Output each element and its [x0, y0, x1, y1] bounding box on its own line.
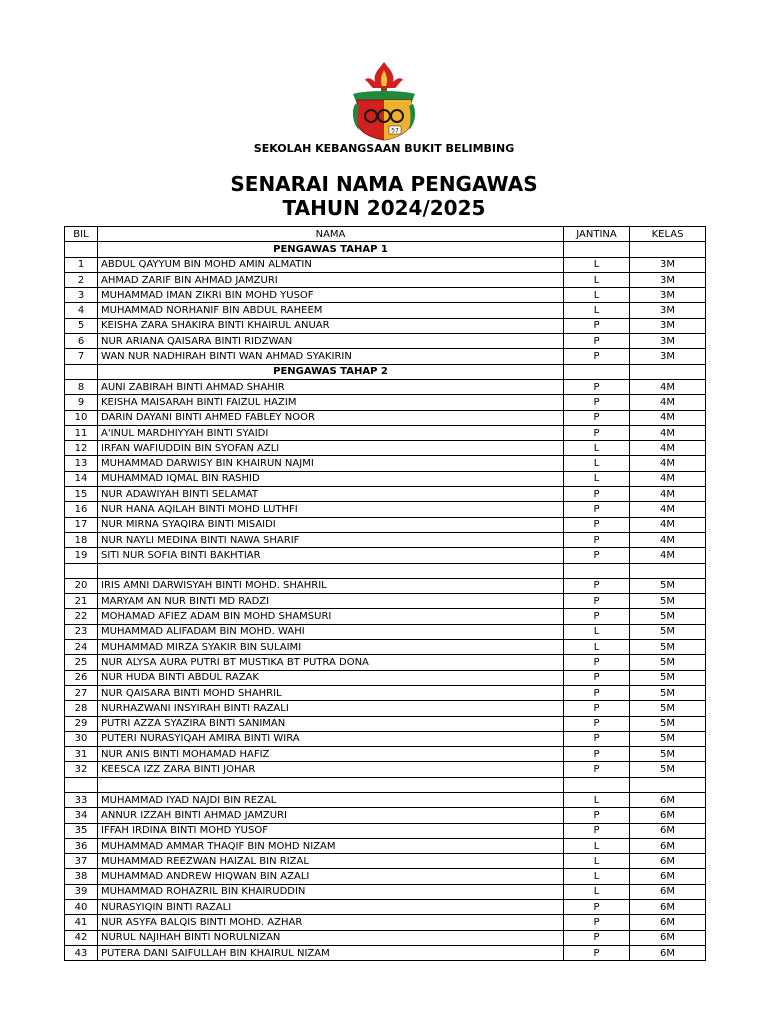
- cell-nama: PUTERI NURASYIQAH AMIRA BINTI WIRA: [98, 731, 564, 746]
- table-row: [65, 869, 706, 884]
- cell-kelas: 6M: [630, 900, 706, 915]
- cell-kelas: 3M: [630, 257, 706, 272]
- table-row: [65, 823, 706, 838]
- cell-kelas: 6M: [630, 945, 706, 960]
- cell-jantina: P: [564, 334, 630, 349]
- table-row: [65, 808, 706, 823]
- table-row: [65, 945, 706, 960]
- cell-kelas: 4M: [630, 517, 706, 532]
- cell-nama: ABDUL QAYYUM BIN MOHD AMIN ALMATIN: [98, 257, 564, 272]
- blank-row: [65, 563, 706, 578]
- cell-nama: NURHAZWANI INSYIRAH BINTI RAZALI: [98, 701, 564, 716]
- title-line-1: SENARAI NAMA PENGAWAS: [230, 172, 538, 196]
- cell-bil-empty: [65, 242, 98, 257]
- table-row: [65, 731, 706, 746]
- cell-bil: 3: [65, 288, 98, 303]
- cell-nama: ANNUR IZZAH BINTI AHMAD JAMZURI: [98, 808, 564, 823]
- cell-bil: 37: [65, 854, 98, 869]
- cell-kelas: 4M: [630, 471, 706, 486]
- cell-bil: 2: [65, 272, 98, 287]
- table-row: [65, 640, 706, 655]
- section-title: PENGAWAS TAHAP 1: [98, 242, 564, 257]
- cell-bil: 14: [65, 471, 98, 486]
- blank-row: [65, 777, 706, 792]
- cell-jantina: P: [564, 716, 630, 731]
- cell-bil: 21: [65, 594, 98, 609]
- cell-jantina: L: [564, 303, 630, 318]
- header-kelas: KELAS: [630, 227, 706, 242]
- cell-kelas: 5M: [630, 594, 706, 609]
- cell-kelas: 5M: [630, 624, 706, 639]
- table-row: [65, 930, 706, 945]
- cell-bil: 26: [65, 670, 98, 685]
- cell-bil: 34: [65, 808, 98, 823]
- table-row: [65, 792, 706, 807]
- cell-kelas: 6M: [630, 792, 706, 807]
- cell-nama-empty: [98, 777, 564, 792]
- school-logo: [345, 60, 423, 142]
- cell-bil: 28: [65, 701, 98, 716]
- cell-jantina: P: [564, 945, 630, 960]
- cell-kelas: 6M: [630, 869, 706, 884]
- cell-bil: 35: [65, 823, 98, 838]
- table-row: [65, 701, 706, 716]
- cell-bil-empty: [65, 364, 98, 379]
- cell-kelas: 4M: [630, 410, 706, 425]
- cell-nama: MUHAMMAD REEZWAN HAIZAL BIN RIZAL: [98, 854, 564, 869]
- table-row: [65, 441, 706, 456]
- cell-nama: MUHAMMAD MIRZA SYAKIR BIN SULAIMI: [98, 640, 564, 655]
- table-row: [65, 624, 706, 639]
- cell-jantina: P: [564, 395, 630, 410]
- table-row: [65, 272, 706, 287]
- cell-jantina: P: [564, 548, 630, 563]
- table-row: [65, 854, 706, 869]
- cell-kelas: 4M: [630, 425, 706, 440]
- table-row: [65, 487, 706, 502]
- cell-jantina: P: [564, 425, 630, 440]
- cell-kelas: 3M: [630, 318, 706, 333]
- section-row: [65, 364, 706, 379]
- cell-kelas: 4M: [630, 441, 706, 456]
- cell-jantina: L: [564, 854, 630, 869]
- cell-kelas-empty: [630, 242, 706, 257]
- cell-bil: 10: [65, 410, 98, 425]
- cell-nama: SITI NUR SOFIA BINTI BAKHTIAR: [98, 548, 564, 563]
- prefect-table: [64, 226, 706, 961]
- cell-jantina: L: [564, 272, 630, 287]
- cell-jantina: P: [564, 670, 630, 685]
- table-row: [65, 670, 706, 685]
- cell-kelas: 3M: [630, 272, 706, 287]
- table-row: [65, 456, 706, 471]
- table-row: [65, 900, 706, 915]
- cell-nama: MUHAMMAD IYAD NAJDI BIN REZAL: [98, 792, 564, 807]
- cell-bil: 39: [65, 884, 98, 899]
- cell-kelas: 4M: [630, 532, 706, 547]
- cell-jantina-empty: [564, 242, 630, 257]
- cell-nama: IFFAH IRDINA BINTI MOHD YUSOF: [98, 823, 564, 838]
- cell-kelas: 5M: [630, 640, 706, 655]
- cell-jantina-empty: [564, 364, 630, 379]
- cell-kelas: 3M: [630, 303, 706, 318]
- header-nama: NAMA: [98, 227, 564, 242]
- table-row: [65, 257, 706, 272]
- cell-nama: MARYAM AN NUR BINTI MD RADZI: [98, 594, 564, 609]
- cell-kelas: 4M: [630, 379, 706, 394]
- table-row: [65, 884, 706, 899]
- cell-bil: 8: [65, 379, 98, 394]
- cell-jantina: P: [564, 379, 630, 394]
- table-row: [65, 915, 706, 930]
- cell-jantina: P: [564, 487, 630, 502]
- cell-bil: 19: [65, 548, 98, 563]
- cell-nama: IRIS AMNI DARWISYAH BINTI MOHD. SHAHRIL: [98, 578, 564, 593]
- cell-bil: 23: [65, 624, 98, 639]
- cell-bil-empty: [65, 777, 98, 792]
- cell-bil: 12: [65, 441, 98, 456]
- cell-nama: MUHAMMAD ANDREW HIQWAN BIN AZALI: [98, 869, 564, 884]
- cell-bil: 5: [65, 318, 98, 333]
- cell-jantina: P: [564, 823, 630, 838]
- cell-nama: NUR ADAWIYAH BINTI SELAMAT: [98, 487, 564, 502]
- cell-kelas: 3M: [630, 334, 706, 349]
- table-row: [65, 379, 706, 394]
- cell-jantina: P: [564, 349, 630, 364]
- cell-nama-empty: [98, 563, 564, 578]
- cell-kelas: 6M: [630, 930, 706, 945]
- cell-kelas: 3M: [630, 349, 706, 364]
- table-row: [65, 471, 706, 486]
- cell-nama: NUR ASYFA BALQIS BINTI MOHD. AZHAR: [98, 915, 564, 930]
- table-row: [65, 517, 706, 532]
- cell-kelas: 6M: [630, 823, 706, 838]
- cell-jantina: P: [564, 900, 630, 915]
- cell-nama: IRFAN WAFIUDDIN BIN SYOFAN AZLI: [98, 441, 564, 456]
- cell-bil: 20: [65, 578, 98, 593]
- cell-nama: KEISHA MAISARAH BINTI FAIZUL HAZIM: [98, 395, 564, 410]
- table-row: [65, 349, 706, 364]
- cell-nama: PUTERA DANI SAIFULLAH BIN KHAIRUL NIZAM: [98, 945, 564, 960]
- cell-kelas: 5M: [630, 578, 706, 593]
- cell-jantina: P: [564, 747, 630, 762]
- table-row: [65, 762, 706, 777]
- cell-jantina: P: [564, 609, 630, 624]
- cell-bil: 4: [65, 303, 98, 318]
- cell-jantina: P: [564, 594, 630, 609]
- cell-bil: 36: [65, 838, 98, 853]
- cell-nama: MUHAMMAD AMMAR THAQIF BIN MOHD NIZAM: [98, 838, 564, 853]
- cell-bil: 9: [65, 395, 98, 410]
- cell-jantina: P: [564, 915, 630, 930]
- cell-bil: 15: [65, 487, 98, 502]
- table-row: [65, 288, 706, 303]
- table-row: [65, 685, 706, 700]
- cell-bil: 31: [65, 747, 98, 762]
- cell-jantina: L: [564, 441, 630, 456]
- cell-bil: 27: [65, 685, 98, 700]
- cell-kelas-empty: [630, 777, 706, 792]
- cell-nama: NUR ARIANA QAISARA BINTI RIDZWAN: [98, 334, 564, 349]
- cell-bil: 18: [65, 532, 98, 547]
- cell-jantina: P: [564, 578, 630, 593]
- cell-jantina: P: [564, 410, 630, 425]
- table-row: [65, 655, 706, 670]
- cell-nama: DARIN DAYANI BINTI AHMED FABLEY NOOR: [98, 410, 564, 425]
- table-row: [65, 548, 706, 563]
- cell-jantina: L: [564, 471, 630, 486]
- cell-jantina: P: [564, 532, 630, 547]
- cell-jantina: P: [564, 502, 630, 517]
- cell-jantina: L: [564, 792, 630, 807]
- cell-bil: 7: [65, 349, 98, 364]
- cell-kelas: 5M: [630, 685, 706, 700]
- cell-kelas: 4M: [630, 456, 706, 471]
- cell-bil: 42: [65, 930, 98, 945]
- school-name: SEKOLAH KEBANGSAAN BUKIT BELIMBING: [253, 142, 515, 155]
- cell-nama: KEISHA ZARA SHAKIRA BINTI KHAIRUL ANUAR: [98, 318, 564, 333]
- cell-kelas: 6M: [630, 838, 706, 853]
- cell-kelas: 5M: [630, 731, 706, 746]
- title-line-2: TAHUN 2024/2025: [282, 196, 486, 220]
- cell-jantina: P: [564, 318, 630, 333]
- cell-bil: 6: [65, 334, 98, 349]
- cell-jantina: L: [564, 838, 630, 853]
- cell-bil: 32: [65, 762, 98, 777]
- cell-kelas: 6M: [630, 915, 706, 930]
- table-row: [65, 609, 706, 624]
- cell-jantina: L: [564, 624, 630, 639]
- table-row: [65, 578, 706, 593]
- table-row: [65, 532, 706, 547]
- cell-jantina: L: [564, 288, 630, 303]
- cell-nama: NUR HUDA BINTI ABDUL RAZAK: [98, 670, 564, 685]
- cell-kelas: 5M: [630, 716, 706, 731]
- cell-nama: WAN NUR NADHIRAH BINTI WAN AHMAD SYAKIRIN: [98, 349, 564, 364]
- cell-kelas: 5M: [630, 747, 706, 762]
- table-row: [65, 594, 706, 609]
- cell-nama: PUTRI AZZA SYAZIRA BINTI SANIMAN: [98, 716, 564, 731]
- table-row: [65, 425, 706, 440]
- cell-jantina: L: [564, 869, 630, 884]
- cell-jantina: P: [564, 517, 630, 532]
- cell-bil: 24: [65, 640, 98, 655]
- cell-jantina: P: [564, 731, 630, 746]
- cell-jantina: P: [564, 762, 630, 777]
- cell-kelas: 4M: [630, 502, 706, 517]
- cell-nama: A'INUL MARDHIYYAH BINTI SYAIDI: [98, 425, 564, 440]
- cell-bil: 16: [65, 502, 98, 517]
- cell-nama: AUNI ZABIRAH BINTI AHMAD SHAHIR: [98, 379, 564, 394]
- table-row: [65, 410, 706, 425]
- logo-number: 57: [391, 127, 399, 135]
- cell-kelas: 5M: [630, 670, 706, 685]
- cell-bil: 22: [65, 609, 98, 624]
- cell-nama: MUHAMMAD NORHANIF BIN ABDUL RAHEEM: [98, 303, 564, 318]
- cell-nama: AHMAD ZARIF BIN AHMAD JAMZURI: [98, 272, 564, 287]
- cell-jantina: P: [564, 655, 630, 670]
- cell-nama: NUR NAYLI MEDINA BINTI NAWA SHARIF: [98, 532, 564, 547]
- header-jantina: JANTINA: [564, 227, 630, 242]
- cell-bil: 30: [65, 731, 98, 746]
- cell-nama: NUR ANIS BINTI MOHAMAD HAFIZ: [98, 747, 564, 762]
- table-row: [65, 502, 706, 517]
- cell-nama: NUR HANA AQILAH BINTI MOHD LUTHFI: [98, 502, 564, 517]
- table-row: [65, 838, 706, 853]
- cell-bil: 33: [65, 792, 98, 807]
- cell-jantina: L: [564, 456, 630, 471]
- cell-bil: 25: [65, 655, 98, 670]
- cell-kelas: 4M: [630, 548, 706, 563]
- cell-kelas: 5M: [630, 609, 706, 624]
- cell-jantina: P: [564, 701, 630, 716]
- cell-bil: 41: [65, 915, 98, 930]
- cell-kelas: 6M: [630, 854, 706, 869]
- cell-kelas: 5M: [630, 655, 706, 670]
- cell-jantina: L: [564, 257, 630, 272]
- cell-kelas: 4M: [630, 395, 706, 410]
- cell-bil: 38: [65, 869, 98, 884]
- table-body: [65, 242, 706, 961]
- cell-kelas: 3M: [630, 288, 706, 303]
- cell-kelas-empty: [630, 563, 706, 578]
- table-row: [65, 318, 706, 333]
- cell-jantina: P: [564, 685, 630, 700]
- header-bil: BIL: [65, 227, 98, 242]
- cell-kelas: 6M: [630, 808, 706, 823]
- cell-bil: 1: [65, 257, 98, 272]
- cell-kelas: 5M: [630, 701, 706, 716]
- cell-nama: NURUL NAJIHAH BINTI NORULNIZAN: [98, 930, 564, 945]
- cell-nama: MOHAMAD AFIEZ ADAM BIN MOHD SHAMSURI: [98, 609, 564, 624]
- table-header-row: [65, 227, 706, 242]
- cell-jantina-empty: [564, 563, 630, 578]
- cell-jantina: P: [564, 930, 630, 945]
- cell-bil: 43: [65, 945, 98, 960]
- cell-nama: MUHAMMAD IQMAL BIN RASHID: [98, 471, 564, 486]
- table-row: [65, 716, 706, 731]
- cell-kelas-empty: [630, 364, 706, 379]
- cell-nama: MUHAMMAD ROHAZRIL BIN KHAIRUDDIN: [98, 884, 564, 899]
- section-row: [65, 242, 706, 257]
- table-row: [65, 334, 706, 349]
- cell-jantina-empty: [564, 777, 630, 792]
- section-title: PENGAWAS TAHAP 2: [98, 364, 564, 379]
- table-row: [65, 747, 706, 762]
- cell-kelas: 4M: [630, 487, 706, 502]
- cell-bil: 29: [65, 716, 98, 731]
- page-title: [0, 172, 768, 220]
- cell-nama: NURASYIQIN BINTI RAZALI: [98, 900, 564, 915]
- cell-nama: NUR MIRNA SYAQIRA BINTI MISAIDI: [98, 517, 564, 532]
- cell-bil: 13: [65, 456, 98, 471]
- cell-bil: 11: [65, 425, 98, 440]
- cell-nama: NUR QAISARA BINTI MOHD SHAHRIL: [98, 685, 564, 700]
- cell-nama: MUHAMMAD DARWISY BIN KHAIRUN NAJMI: [98, 456, 564, 471]
- cell-jantina: P: [564, 808, 630, 823]
- cell-bil: 40: [65, 900, 98, 915]
- cell-kelas: 6M: [630, 884, 706, 899]
- cell-bil: 17: [65, 517, 98, 532]
- table-row: [65, 395, 706, 410]
- table-row: [65, 303, 706, 318]
- cell-jantina: L: [564, 640, 630, 655]
- cell-nama: MUHAMMAD ALIFADAM BIN MOHD. WAHI: [98, 624, 564, 639]
- cell-nama: MUHAMMAD IMAN ZIKRI BIN MOHD YUSOF: [98, 288, 564, 303]
- cell-nama: KEESCA IZZ ZARA BINTI JOHAR: [98, 762, 564, 777]
- cell-jantina: L: [564, 884, 630, 899]
- cell-kelas: 5M: [630, 762, 706, 777]
- cell-nama: NUR ALYSA AURA PUTRI BT MUSTIKA BT PUTRA DONA: [98, 655, 564, 670]
- cell-bil-empty: [65, 563, 98, 578]
